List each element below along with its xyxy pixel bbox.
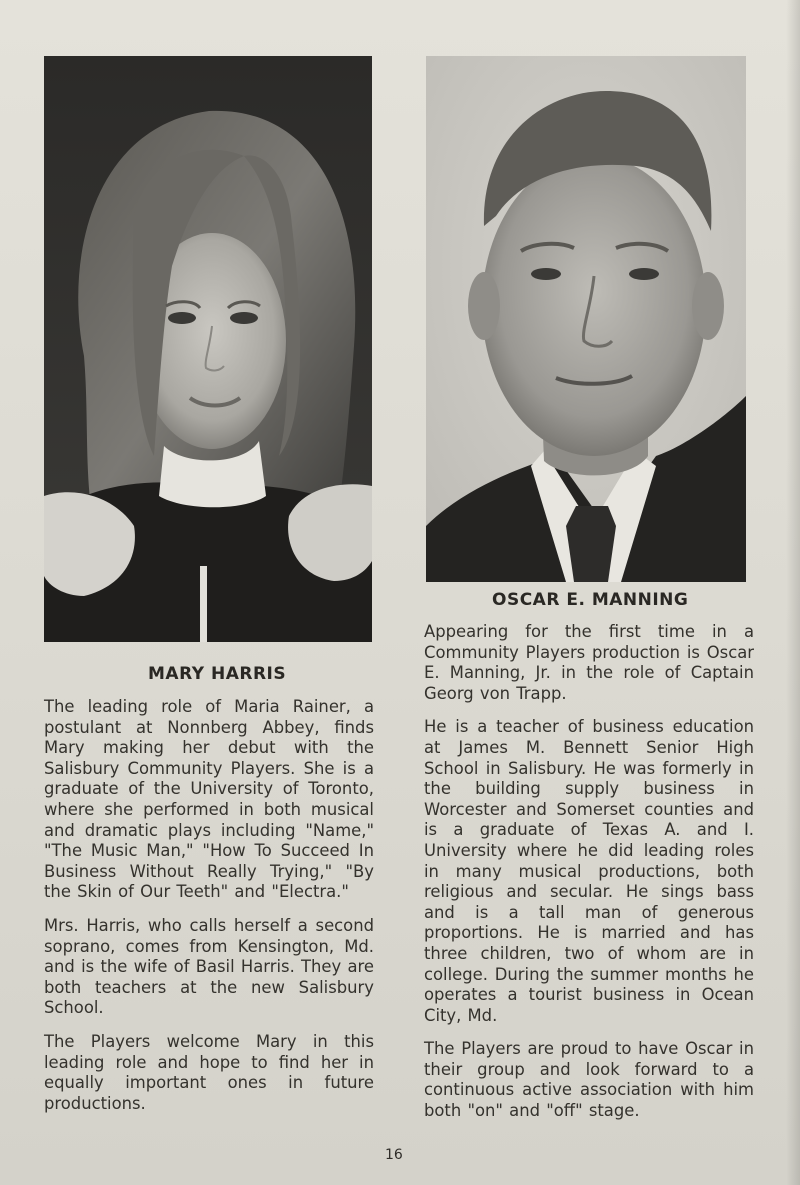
biography-oscar-manning [424, 622, 754, 1135]
performer-name-mary-harris: MARY HARRIS [148, 664, 287, 684]
bio-paragraph: The leading role of Maria Rainer, a postulant at Nonnberg Abbey, finds Mary making her debut with the Salisbury Community Players. She is a graduate of the University of Toronto, where she performed in both musical and dramatic plays including "Name," "The Music Man," "How To Succeed In Business Without Really Trying," "By the Skin of Our Teeth" and "Electra." [44, 697, 374, 902]
bio-paragraph: The Players welcome Mary in this leading role and hope to find her in equally important ones in future productions. [44, 1031, 374, 1113]
portrait-photo-oscar-manning [426, 56, 746, 582]
portrait-image-woman [44, 56, 372, 642]
bio-paragraph: He is a teacher of business education at James M. Bennett Senior High School in Salisbury. He was formerly in the building supply business in Worcester and Somerset counties and is a graduate of Texas A. and I. University where he did leading roles in many musical productions, both religious and secular. He sings bass and is a tall man of generous proportions. He is married and has three children, two of whom are in college. During the summer months he operates a tourist business in Ocean City, Md. [424, 717, 754, 1025]
page-number: 16 [385, 1147, 403, 1163]
page-edge-shadow [786, 0, 800, 1185]
portrait-image-man [426, 56, 746, 582]
bio-paragraph: Appearing for the first time in a Community Players production is Oscar E. Manning, Jr. in the role of Captain Georg von Trapp. [424, 622, 754, 703]
bio-paragraph: Mrs. Harris, who calls herself a second soprano, comes from Kensington, Md. and is the wife of Basil Harris. They are both teachers at the new Salisbury School. [44, 915, 374, 1018]
performer-name-oscar-manning: OSCAR E. MANNING [492, 590, 689, 610]
portrait-photo-mary-harris [44, 56, 372, 642]
bio-paragraph: The Players are proud to have Oscar in their group and look forward to a continuous active association with him both "on" and "off" stage. [424, 1039, 754, 1121]
biography-mary-harris [44, 697, 374, 1127]
